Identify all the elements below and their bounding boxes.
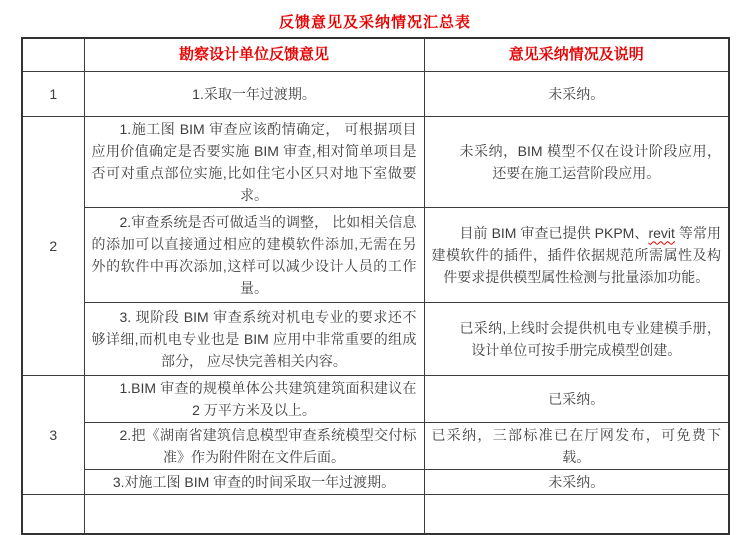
table-row (22, 116, 729, 207)
table-row (22, 302, 729, 375)
table-row-partial (22, 494, 729, 534)
adoption-cell (424, 494, 729, 534)
adoption-cell: 未采纳，BIM 模型不仅在设计阶段应用，还要在施工运营阶段应用。 (424, 116, 729, 207)
header-row (22, 38, 729, 71)
header-cell-adoption: 意见采纳情况及说明 (424, 38, 729, 71)
table-row (22, 469, 729, 494)
adoption-cell: 目前 BIM 审查已提供 PKPM、revit 等常用建模软件的插件，插件依据规范所需属性及构件要求提供模型属性检测与批量添加功能。 (424, 207, 729, 302)
feedback-cell: 1.采取一年过渡期。 (84, 71, 424, 116)
row-number-cell: 2 (22, 116, 84, 375)
table-row (22, 375, 729, 422)
header-cell-index (22, 38, 84, 71)
adoption-cell: 已采纳。 (424, 375, 729, 422)
row-number-cell (22, 494, 84, 534)
misspelled-word: revit (648, 224, 675, 241)
summary-table (21, 37, 730, 535)
table-row (22, 71, 729, 116)
feedback-cell (84, 494, 424, 534)
row-number-cell: 3 (22, 375, 84, 494)
feedback-cell: 2.审查系统是否可做适当的调整， 比如相关信息的添加可以直接通过相应的建模软件添加,无需在另外的软件中再次添加,这样可以减少设计人员的工作量。 (84, 207, 424, 302)
page-title: 反馈意见及采纳情况汇总表 (278, 14, 471, 31)
adoption-cell: 已采纳，三部标准已在厅网发布，可免费下载。 (424, 422, 729, 469)
adoption-cell: 未采纳。 (424, 71, 729, 116)
feedback-cell: 3.对施工图 BIM 审查的时间采取一年过渡期。 (84, 469, 424, 494)
row-number-cell: 1 (22, 71, 84, 116)
header-cell-feedback: 勘察设计单位反馈意见 (84, 38, 424, 71)
feedback-cell: 1.施工图 BIM 审查应该酌情确定， 可根据项目应用价值确定是否要实施 BIM 审查,相对简单项目是否可对重点部位实施,比如住宅小区只对地下室做要求。 (84, 116, 424, 207)
feedback-cell: 1.BIM 审查的规模单体公共建筑建筑面积建议在 2 万平方米及以上。 (84, 375, 424, 422)
adoption-cell: 未采纳。 (424, 469, 729, 494)
table-row (22, 422, 729, 469)
adoption-cell: 已采纳,上线时会提供机电专业建模手册，设计单位可按手册完成模型创建。 (424, 302, 729, 375)
feedback-cell: 3. 现阶段 BIM 审查系统对机电专业的要求还不够详细,而机电专业也是 BIM 应用中非常重要的组成部分， 应尽快完善相关内容。 (84, 302, 424, 375)
table-row (22, 207, 729, 302)
feedback-cell: 2.把《湖南省建筑信息模型审查系统模型交付标准》作为附件附在文件后面。 (84, 422, 424, 469)
